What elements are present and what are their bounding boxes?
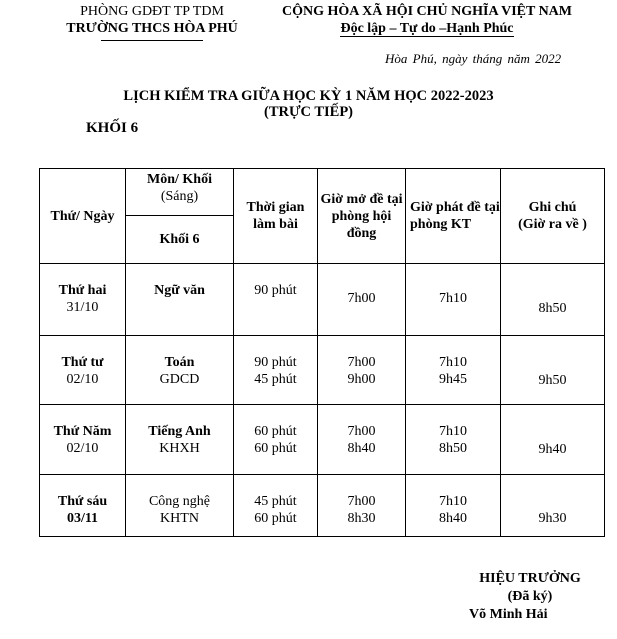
day-name: Thứ Năm [53,424,112,439]
subject-name: Công nghệ [148,494,211,509]
day-cell [40,405,126,475]
duration-value: 60 phút [254,424,297,439]
end-time-value: 9h50 [538,373,567,388]
open-time-cell [318,405,406,475]
signature-block [465,570,595,624]
note-cell [501,405,605,475]
day-name: Thứ hai [58,283,107,298]
note-cell [501,336,605,405]
department-name: PHÒNG GDĐT TP TDM [80,4,224,19]
day-date: 31/10 [66,300,99,315]
header-row [40,169,605,216]
open-time-value: 8h40 [347,441,376,456]
open-time-cell [318,264,406,336]
open-time-value: 7h00 [347,291,376,306]
open-time-value: 7h00 [347,424,376,439]
table-row [40,475,605,537]
duration-value: 90 phút [254,283,297,298]
handout-time-value: 8h40 [439,511,467,526]
table-row [40,264,605,336]
open-time-value: 7h00 [347,355,376,370]
duration-cell [234,336,318,405]
handout-time-cell [406,264,501,336]
table-row [40,336,605,405]
duration-cell [234,264,318,336]
header-duration: Thời gian làm bài [234,169,318,264]
day-cell [40,336,126,405]
handout-time-value: 7h10 [439,355,467,370]
school-name-underline [101,40,203,41]
note-cell [501,264,605,336]
day-cell [40,475,126,537]
header-day: Thứ/ Ngày [40,169,126,264]
header-subject [126,169,234,216]
day-name: Thứ sáu [57,494,108,509]
day-date: 02/10 [66,372,99,387]
date-line: Hòa Phú, ngày tháng năm 2022 [385,51,562,66]
title-line-2: (TRỰC TIẾP) [263,104,354,120]
school-name: TRƯỜNG THCS HÒA PHÚ [66,21,238,36]
handout-time-value: 8h50 [439,441,467,456]
duration-cell [234,405,318,475]
title-line-1: LỊCH KIỂM TRA GIỮA HỌC KỲ 1 NĂM HỌC 2022-2023 [123,88,494,104]
subject-name: Ngữ văn [154,283,205,298]
exam-schedule-table [39,168,605,537]
handout-time-cell [406,405,501,475]
document-title [0,88,617,120]
day-name: Thứ tư [61,355,104,370]
grade-label: KHỐI 6 [86,120,139,136]
signer-name: Võ Minh Hải [469,607,548,622]
open-time-cell [318,336,406,405]
header-grade: Khối 6 [126,216,234,264]
open-time-cell [318,475,406,537]
header-note-label: Ghi chú [528,200,577,215]
header-subject-label: Môn/ Khối [147,172,212,187]
table-row [40,405,605,475]
handout-time-value: 9h45 [439,372,467,387]
duration-cell [234,475,318,537]
header-note [501,169,605,264]
duration-value: 45 phút [254,372,297,387]
signer-title: HIỆU TRƯỞNG [479,571,581,586]
header-session: (Sáng) [160,189,199,204]
handout-time-value: 7h10 [439,494,467,509]
subject-name: Toán [164,355,195,370]
header-open-time: Giờ mở đề tại phòng hội đồng [318,169,406,264]
subject-cell [126,405,234,475]
header-handout-time: Giờ phát đề tại phòng KT [406,169,501,264]
duration-value: 60 phút [254,441,297,456]
header-note-sub: (Giờ ra về ) [518,217,587,232]
duration-value: 90 phút [254,355,297,370]
day-cell [40,264,126,336]
subject-name: GDCD [159,372,200,387]
issuing-office [52,3,252,41]
duration-value: 45 phút [254,494,297,509]
open-time-value: 8h30 [347,511,376,526]
end-time-value: 9h40 [538,442,567,457]
note-cell [501,475,605,537]
subject-name: Tiếng Anh [148,424,211,439]
day-date: 02/10 [66,441,99,456]
country-name: CỘNG HÒA XÃ HỘI CHỦ NGHĨA VIỆT NAM [281,4,572,19]
motto: Độc lập – Tự do –Hạnh Phúc [340,21,514,36]
open-time-value: 9h00 [347,372,376,387]
handout-time-value: 7h10 [439,291,467,306]
subject-cell [126,336,234,405]
handout-time-value: 7h10 [439,424,467,439]
subject-name: KHXH [159,441,200,456]
open-time-value: 7h00 [347,494,376,509]
subject-cell [126,475,234,537]
subject-name: KHTN [160,511,199,526]
end-time-value: 9h30 [538,511,567,526]
signed-status: (Đã ký) [507,589,553,604]
duration-value: 60 phút [254,511,297,526]
handout-time-cell [406,475,501,537]
handout-time-cell [406,336,501,405]
subject-cell [126,264,234,336]
day-date: 03/11 [66,511,99,526]
end-time-value: 8h50 [538,301,567,316]
national-motto [262,3,592,37]
